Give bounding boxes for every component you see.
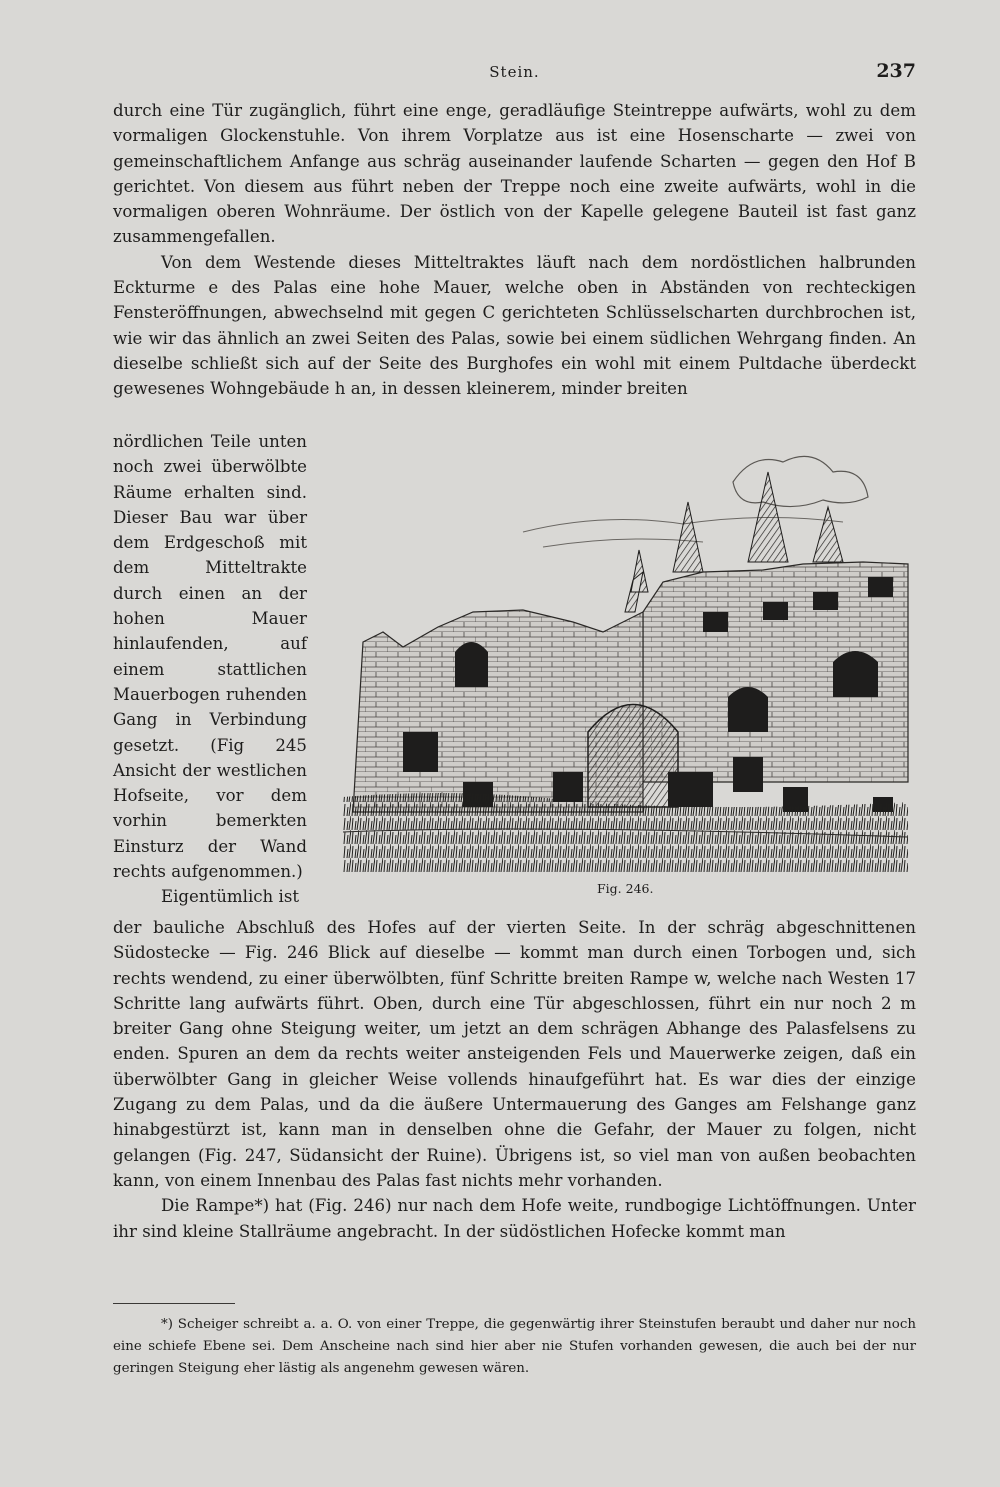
paragraph-west-end: Von dem Westende dieses Mitteltraktes läuft nach dem nordöstlichen halbrunden Eckturme e des Palas eine hohe Mauer, welche oben in Abständen von rechteckigen Fensteröffnungen, abwechselnd mit gegen C gerichteten Schlüsselscharten durchbrochen ist, wie wir das ähnlich an zwei Seiten des Palas, sowie bei einem südlichen Wehrgang finden. An dieselbe schließt sich auf der Seite des Burghofes ein wohl mit einem Pultdache überdeckt gewesenes Wohngebäude h an, in dessen kleinerem, minder breiten — [113, 252, 916, 399]
running-title: Stein. — [489, 63, 540, 81]
figure-caption: Fig. 246. — [597, 881, 654, 896]
footnote-area — [113, 1314, 916, 1380]
text-block-bottom — [113, 915, 916, 1244]
page-number: 237 — [876, 60, 916, 82]
paragraph-ramp: Die Rampe*) hat (Fig. 246) nur nach dem Hofe weite, rundbogige Lichtöffnungen. Unter ihr sind kleine Stallräume angebracht. In der südöstlichen Hofecke kommt man — [113, 1196, 916, 1241]
wrapped-paragraph-start: Eigentümlich ist — [161, 887, 300, 907]
wrapped-paragraph: nördlichen Teile unten noch zwei überwölbte Räume erhalten sind. Dieser Bau war über dem Erdgeschoß mit dem Mitteltrakte durch einen an der hohen Mauer hinlaufenden, auf einem stattlichen Mauerbogen ruhenden Gang in Verbindung gesetzt. (Fig 245 Ansicht der westlichen Hofseite, vor dem vorhin bemerkten Einsturz der Wand rechts aufgenommen.) — [113, 432, 307, 882]
ruin-drawing — [343, 452, 915, 872]
running-head — [113, 60, 916, 86]
text-block-top — [113, 98, 916, 402]
paragraph-continuation: durch eine Tür zugänglich, führt eine enge, geradläufige Steintreppe aufwärts, wohl zu dem vormaligen Glockenstuhle. Von ihrem Vorplatze aus ist eine Hosenscharte — zwei von gemeinschaftlichem Anfange aus schräg auseinander laufende Scharten — gegen den Hof B gerichtet. Von diesem aus führt neben der Treppe noch eine zweite aufwärts, wohl in die vormaligen oberen Wohnräume. Der östlich von der Kapelle gelegene Bauteil ist fast ganz zusammengefallen. — [113, 101, 916, 247]
footnote-divider — [113, 1303, 235, 1304]
wrapped-text-column — [113, 429, 307, 910]
paragraph-closure: der bauliche Abschluß des Hofes auf der vierten Seite. In der schräg abgeschnittenen Südostecke — Fig. 246 Blick auf dieselbe — kommt man durch einen Torbogen und, sich rechts wendend, zu einer überwölbten, fünf Schritte breiten Rampe w, welche nach Westen 17 Schritte lang aufwärts führt. Oben, durch eine Tür abgeschlossen, führt ein nur noch 2 m breiter Gang ohne Steigung weiter, um jetzt an dem schrägen Abhange des Palasfelsens zu enden. Spuren an dem da rechts weiter ansteigenden Fels und Mauerwerke zeigen, daß ein überwölbter Gang in gleicher Weise vollends hinaufgeführt hat. Es war dies der einzige Zugang zu dem Palas, und da die äußere Untermauerung des Ganges am Felshange ganz hinabgestürzt ist, kann man in denselben ohne die Gefahr, der Mauer zu folgen, nicht gelangen (Fig. 247, Südansicht der Ruine). Übrigens ist, so viel man von außen beobachten kann, von einem Innenbau des Palas fast nichts mehr vorhanden. — [113, 918, 916, 1190]
ruin-illustration — [343, 452, 915, 872]
footnote: *) Scheiger schreibt a. a. O. von einer Treppe, die gegenwärtig ihrer Steinstufen beraubt und daher nur noch eine schiefe Ebene sei. Dem Anscheine nach sind hier aber nie Stufen vorhanden gewesen, die auch bei der nur geringen Steigung eher lästig als angenehm gewesen wären. — [113, 1317, 916, 1376]
